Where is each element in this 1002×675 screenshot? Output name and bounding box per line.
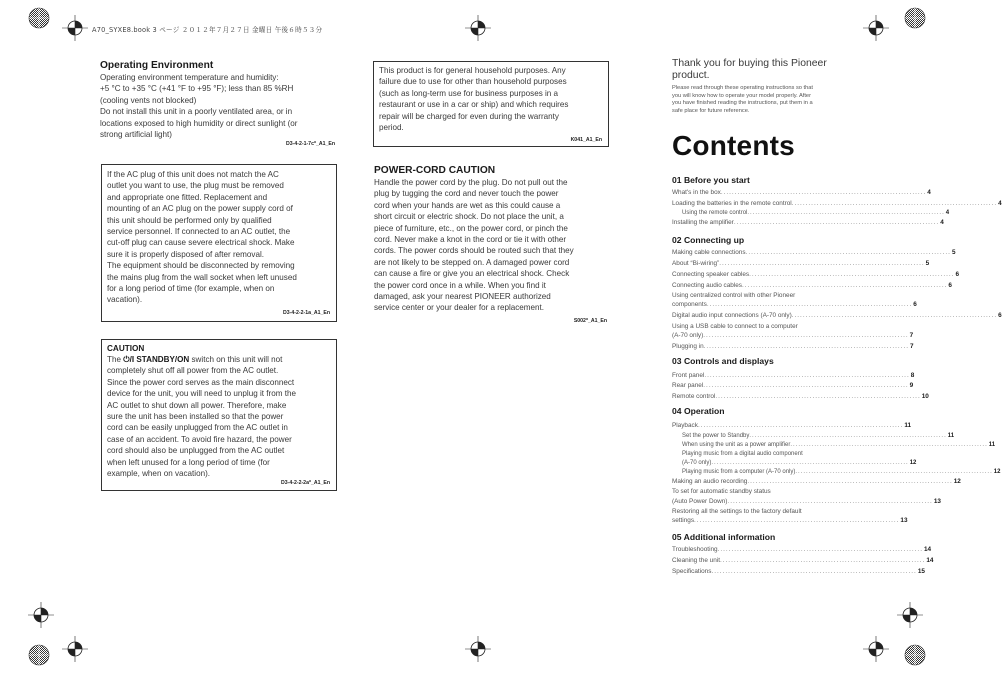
toc-entry-first-line: Restoring all the settings to the factory default: [672, 508, 802, 515]
toc-page-number: 11: [904, 422, 912, 429]
toc-leader: ..........................................................................: [790, 442, 988, 448]
corner-target-icon: [904, 7, 926, 29]
text-line: The equipment should be disconnected by removing: [107, 261, 295, 271]
toc-leader: ..........................................................................: [711, 460, 909, 466]
reference-code: D3-4-2-2-1a_A1_En: [283, 310, 330, 316]
text-line: cord when your hands are wet as this could cause a: [374, 200, 561, 210]
toc-page-number: 4: [927, 189, 931, 196]
power-cord-caution-text: [374, 177, 614, 314]
toc-entry-label: Connecting audio cables: [672, 282, 742, 289]
toc-entry-label: About “Bi-wiring”: [672, 260, 720, 267]
toc-page-number: 8: [910, 372, 915, 379]
toc-entry-first-line: Playing music from a digital audio component: [682, 451, 803, 457]
text-line: vacation).: [107, 295, 143, 305]
toc-page-number: 4: [940, 219, 944, 226]
toc-page-number: 5: [951, 249, 956, 256]
toc-page-number: 12: [909, 460, 917, 466]
toc-page-number: 7: [909, 332, 914, 339]
toc-page-number: 15: [917, 568, 925, 575]
text-line: strong artificial light): [100, 130, 172, 140]
toc-leader: ..........................................................................: [795, 469, 993, 475]
text-line: you have finished reading the instructions, put them in a: [672, 100, 813, 107]
toc-entry[interactable]: [672, 567, 925, 577]
text-line: service center or your dealer for a replacement.: [374, 303, 545, 313]
toc-page-number: 14: [926, 557, 934, 564]
text-line: cords. The power cords should be routed such that they: [374, 246, 574, 256]
toc-page-number: 4: [945, 210, 950, 216]
toc-entry[interactable]: [672, 218, 944, 228]
registration-mark-icon: [863, 15, 889, 41]
toc-section-title: 04 Operation: [672, 406, 725, 416]
text-fragment: The: [107, 355, 124, 364]
text-line: service personnel. If connected to an AC outlet, the: [107, 227, 291, 237]
text-line: (such as long-term use for business purposes in a: [379, 88, 559, 98]
toc-leader: ..........................................................................: [791, 312, 998, 319]
toc-leader: ..........................................................................: [697, 422, 904, 429]
toc-entry[interactable]: [672, 556, 934, 566]
toc-page-number: 6: [955, 271, 960, 278]
text-line: (cooling vents not blocked): [100, 95, 197, 105]
toc-entry-label: Rear panel: [672, 382, 704, 389]
toc-leader: ..........................................................................: [720, 189, 927, 196]
toc-leader: ..........................................................................: [719, 260, 925, 267]
text-line: Please read through these operating instructions so that: [672, 85, 814, 91]
toc-leader: ..........................................................................: [694, 517, 900, 524]
toc-leader: ..........................................................................: [749, 433, 947, 439]
toc-entry[interactable]: [672, 392, 929, 402]
text-line: for a long period of time (for example, when on: [107, 284, 275, 294]
toc-entry[interactable]: [672, 421, 912, 431]
toc-page-number: 12: [953, 478, 961, 485]
text-line: restaurant or use in a car or ship) and which requires: [379, 100, 569, 110]
book-header: A70_SYXE8.book 3 ページ ２０１２年７月２７日 金曜日 午後６時５３分: [92, 26, 323, 34]
toc-entry-label: (A-70 only): [682, 460, 712, 466]
corner-target-icon: [28, 7, 50, 29]
toc-entry-label: Playback: [672, 422, 698, 429]
registration-mark-icon: [62, 15, 88, 41]
text-line: +5 °C to +35 °C (+41 °F to +95 °F); less than 85 %RH: [100, 84, 294, 94]
text-line: safe place for future reference.: [672, 107, 750, 114]
toc-entry-label: Specifications: [672, 568, 712, 575]
text-line: This product is for general household purposes. Any: [379, 66, 566, 75]
toc-entry-label: Using the remote control: [682, 210, 748, 216]
toc-section-title: 02 Connecting up: [672, 235, 745, 245]
toc-leader: ..........................................................................: [747, 210, 945, 216]
toc-entry-label: Remote control: [672, 393, 716, 400]
ac-plug-notice-box: [101, 164, 337, 322]
text-line: this unit should be performed only by qualified: [107, 215, 272, 225]
text-line: sure the unit has been installed so that the power: [107, 412, 284, 422]
toc-entry-first-line: Using centralized control with other Pioneer: [672, 292, 796, 299]
text-line: when left unused for a long period of time (for: [107, 457, 270, 467]
toc-entry-label: Set the power to Standby: [682, 433, 750, 439]
registration-mark-icon: [28, 602, 54, 628]
text-line: cord can be easily unplugged from the AC outlet in: [107, 423, 288, 433]
toc-page-number: 7: [910, 343, 914, 350]
household-use-notice-box: [373, 61, 609, 147]
toc-leader: ..........................................................................: [749, 271, 955, 278]
registration-mark-icon: [465, 15, 491, 41]
toc-leader: ..........................................................................: [719, 557, 926, 564]
toc-entry-label: (A-70 only): [672, 332, 704, 339]
toc-entry-label: Troubleshooting: [672, 546, 718, 553]
text-line: period.: [379, 123, 404, 133]
toc-entry-first-line: To set for automatic standby status: [672, 488, 771, 495]
text-line: Thank you for buying this Pioneer: [672, 58, 827, 69]
text-line: example, when on vacation).: [107, 469, 211, 479]
toc-leader: ..........................................................................: [727, 498, 933, 505]
intro-text: [672, 85, 813, 115]
toc-entry[interactable]: [672, 311, 1002, 321]
toc-page-number: 11: [988, 442, 996, 448]
text-line: plug by tugging the cord and never touch the power: [374, 189, 559, 199]
registration-mark-icon: [465, 636, 491, 662]
standby-on-switch-label: ⏻/I STANDBY/ON: [123, 355, 190, 364]
toc-entry-label: components: [672, 301, 707, 308]
toc-entry-label: Making cable connections: [672, 249, 746, 256]
text-line: the mains plug from the wall socket when left unused: [107, 272, 297, 282]
toc-section-title: 05 Additional information: [672, 532, 776, 542]
toc-entry[interactable]: [672, 281, 952, 291]
reference-code: D3-4-2-2-2a*_A1_En: [280, 480, 330, 486]
text-line: If the AC plug of this unit does not match the AC: [107, 170, 279, 179]
corner-target-icon: [904, 644, 926, 666]
toc-page-number: 9: [909, 382, 914, 389]
toc-leader: ..........................................................................: [703, 332, 909, 339]
toc-entry-label: Connecting speaker cables: [672, 271, 750, 278]
text-line: [107, 354, 335, 365]
text-line: damaged, ask your nearest PIONEER authorized: [374, 292, 551, 302]
registration-mark-icon: [62, 636, 88, 662]
reference-code: K041_A1_En: [570, 137, 602, 143]
contents-title: Contents: [672, 130, 795, 161]
toc-entry-first-line: Using a USB cable to connect to a computer: [672, 323, 798, 330]
text-line: and appropriate one fitted. Replacement and: [107, 192, 268, 202]
toc-entry-label: Playing music from a computer (A-70 only): [682, 469, 796, 475]
toc-page-number: 4: [998, 200, 1002, 207]
toc-entry[interactable]: [672, 300, 917, 310]
toc-entry-label: When using the unit as a power amplifier: [682, 442, 791, 448]
toc-entry-label: Plugging in: [672, 343, 704, 350]
toc-page-number: 6: [998, 312, 1002, 319]
toc-entry-label: Making an audio recording: [672, 478, 748, 485]
text-line: the power cord once in a while. When you find it: [374, 280, 546, 290]
toc-entry-label: (Auto Power Down): [672, 498, 728, 505]
toc-page-number: 13: [933, 498, 941, 505]
text-line: Since the power cord serves as the main disconnect: [107, 377, 295, 387]
toc-entry[interactable]: [672, 516, 908, 526]
toc-entry-label: Loading the batteries in the remote control: [672, 200, 792, 207]
text-line: case of an accident. To avoid fire hazard, the power: [107, 434, 292, 444]
text-line: cord. Never make a knot in the cord or tie it with other: [374, 235, 567, 245]
toc-entry-label: Digital audio input connections (A-70 only): [672, 312, 792, 319]
toc-page-number: 12: [993, 469, 1001, 475]
toc-leader: ..........................................................................: [733, 219, 940, 226]
toc-entry-label: Installing the amplifier: [672, 219, 734, 226]
toc-leader: ..........................................................................: [747, 478, 953, 485]
toc-page-number: 6: [948, 282, 952, 289]
toc-entry[interactable]: [672, 371, 915, 381]
toc-section-title: 01 Before you start: [672, 175, 750, 185]
toc-leader: ..........................................................................: [715, 393, 921, 400]
toc-leader: ..........................................................................: [791, 200, 998, 207]
text-line: AC outlet to shut down all power. Therefore, make: [107, 400, 287, 410]
text-line: completely shut off all power from the AC outlet.: [107, 366, 279, 376]
toc-leader: ..........................................................................: [703, 382, 909, 389]
toc-entry[interactable]: [672, 477, 961, 487]
toc-entry[interactable]: [672, 188, 931, 198]
toc-entry[interactable]: [672, 497, 941, 507]
text-line: locations exposed to high humidity or direct sunlight (or: [100, 118, 298, 128]
text-line: cord should also be unplugged from the AC outlet: [107, 446, 285, 456]
toc-section-title: 03 Controls and displays: [672, 356, 774, 366]
toc-leader: ..........................................................................: [717, 546, 923, 553]
toc-entry-label: What's in the box: [672, 189, 721, 196]
toc-page-number: 13: [900, 517, 908, 524]
text-line: can cause a fire or give you an electrical shock. Check: [374, 269, 570, 279]
toc-leader: ..........................................................................: [711, 568, 917, 575]
text-line: sure it is properly disposed of after removal.: [107, 249, 264, 259]
caution-box: [101, 339, 337, 491]
reference-code: S002*_A1_En: [573, 318, 607, 324]
text-line: Operating environment temperature and humidity:: [100, 73, 279, 82]
thank-you-text: [672, 58, 827, 82]
reference-code: D3-4-2-1-7c*_A1_En: [285, 141, 335, 147]
toc-entry[interactable]: [672, 270, 960, 280]
registration-mark-icon: [897, 602, 923, 628]
toc-entry-label: settings: [672, 517, 695, 524]
toc-leader: ..........................................................................: [742, 282, 948, 289]
corner-target-icon: [28, 644, 50, 666]
text-line: you will know how to operate your model properly. After: [672, 92, 811, 99]
toc-entry-label: Cleaning the unit: [672, 557, 720, 564]
toc-entry[interactable]: [672, 248, 956, 258]
text-line: Do not install this unit in a poorly ventilated area, or in: [100, 107, 293, 117]
toc-entry[interactable]: [682, 467, 1001, 477]
text-line: cut-off plug can cause severe electrical shock. Make: [107, 238, 295, 248]
operating-environment-title: Operating Environment: [100, 60, 214, 71]
toc-page-number: 10: [921, 393, 929, 400]
toc-entry[interactable]: [672, 342, 914, 352]
toc-leader: ..........................................................................: [745, 249, 951, 256]
toc-page-number: 11: [947, 433, 955, 439]
text-line: mounting of an AC plug on the power supply cord of: [107, 204, 293, 214]
registration-mark-icon: [863, 636, 889, 662]
text-line: are not likely to be stepped on. A damaged power cord: [374, 257, 570, 267]
text-fragment: switch on this unit will not: [189, 355, 283, 364]
text-line: failure due to use for other than household purposes: [379, 77, 567, 87]
power-cord-caution-title: POWER-CORD CAUTION: [374, 165, 496, 176]
toc-leader: ..........................................................................: [704, 372, 910, 379]
text-line: Handle the power cord by the plug. Do not pull out the: [374, 178, 568, 187]
text-line: piece of furniture, etc., on the power cord, or pinch the: [374, 223, 568, 233]
toc-entry[interactable]: [682, 208, 950, 218]
operating-environment-text: [100, 72, 340, 140]
text-line: repair will be charged for even during the warranty: [379, 111, 559, 121]
toc-page-number: 6: [913, 301, 917, 308]
text-line: product.: [672, 70, 710, 81]
toc-leader: ..........................................................................: [703, 343, 910, 350]
text-line: outlet you want to use, the plug must be removed: [107, 181, 284, 191]
toc-entry[interactable]: [672, 381, 914, 391]
toc-entry[interactable]: [672, 545, 932, 555]
caution-title: CAUTION: [107, 344, 145, 353]
toc-leader: ..........................................................................: [706, 301, 913, 308]
toc-entry[interactable]: [672, 331, 914, 341]
toc-entry-label: Front panel: [672, 372, 705, 379]
toc-page-number: 5: [925, 260, 930, 267]
toc-page-number: 14: [923, 546, 932, 553]
toc-entry[interactable]: [672, 259, 930, 269]
text-line: short circuit or electric shock. Do not place the unit, a: [374, 212, 564, 222]
text-line: device for the unit, you will need to unplug it from the: [107, 389, 296, 399]
